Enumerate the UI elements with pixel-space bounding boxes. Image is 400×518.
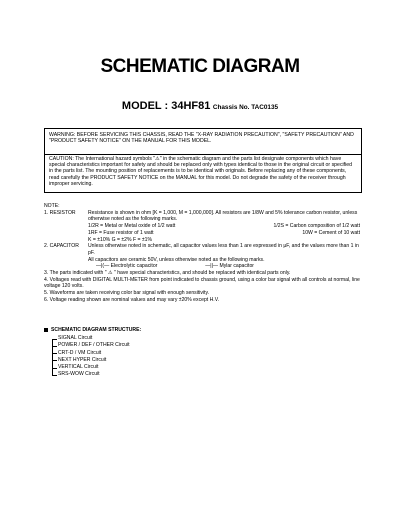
structure-item: POWER / DEF / OTHER Circuit <box>52 342 130 349</box>
structure-item: SIGNAL Circuit <box>52 335 130 342</box>
capacitor-marks <box>44 263 364 270</box>
capacitor-text-2: All capacitors are ceramic 50V, unless otherwise noted as the following marks. <box>88 256 265 263</box>
resistor-mark-left-1: 1/2R = Metal or Metal oxide of 1/2 watt <box>88 223 176 230</box>
structure-item: SRS-WOW Circuit <box>52 371 130 378</box>
structure-tree <box>52 335 130 379</box>
resistor-marks-2 <box>44 230 364 237</box>
resistor-marks-1 <box>44 223 364 230</box>
structure-item: CRT-D / VM Circuit <box>52 350 130 357</box>
structure-heading: SCHEMATIC DIAGRAM STRUCTURE: <box>44 327 141 333</box>
resistor-mark-right-1: 1/2S = Carbon composition of 1/2 watt <box>273 223 360 230</box>
square-bullet-icon <box>44 328 48 332</box>
resistor-text: Resistance is shown in ohm [K = 1,000, M = 1,000,000]. All resistors are 1/8W and 5% tolerance carbon resistor, unless otherwise noted as the following marks. <box>88 209 358 223</box>
resistor-label: 1. RESISTOR <box>44 209 76 216</box>
electrolytic-capacitor: —|(— Electrolytic capacitor <box>96 263 158 270</box>
structure-item: VERTICAL Circuit <box>52 364 130 371</box>
resistor-tolerance: K = ±10% G = ±2% F = ±1% <box>88 236 153 243</box>
model-label: MODEL : 34HF81 <box>121 100 211 112</box>
capacitor-label: 2. CAPACITOR <box>44 243 79 250</box>
model-line <box>0 100 400 112</box>
notes-section <box>44 203 364 304</box>
note-resistor <box>44 210 364 223</box>
caution-box: CAUTION: The International hazard symbols "⚠" in the schematic diagram and the parts list designate components which have special characteristics important for safety and should be replaced only with types identical to those in the original circuit or specified in the parts list. The mounting position of replacements is to be identical with originals. Before replacing any of these components, read carefully the PRODUCT SAFETY NOTICE on the MANUAL for this model. Do not degrade the safety of the receiver through improper servicing. <box>44 153 362 193</box>
mylar-capacitor: —||— Mylar capacitor <box>205 263 254 270</box>
chassis-number: Chassis No. TAC0135 <box>212 104 279 111</box>
note-item-5: 5. Waveforms are taken receiving color bar signal with enough sensitivity. <box>44 290 210 297</box>
capacitor-text: Unless otherwise noted in schematic, all capacitor values less than 1 are expressed in μF, and the values more than 1 in pF. <box>88 243 359 256</box>
warning-box: WARNING: BEFORE SERVICING THIS CHASSIS, READ THE "X-RAY RADIATION PRECAUTION", "SAFETY PRECAUTION" AND "PRODUCT SAFETY NOTICE" ON THE MANUAL FOR THIS MODEL. <box>44 128 362 155</box>
note-item-6: 6. Voltage reading shown are nominal values and may vary ±20% except H.V. <box>44 296 220 303</box>
note-capacitor <box>44 243 364 256</box>
mylar-capacitor-icon: —||— <box>205 263 219 270</box>
page-title: SCHEMATIC DIAGRAM <box>100 56 300 77</box>
resistor-mark-left-2: 1RF = Fuse resistor of 1 watt <box>88 229 154 236</box>
note-item-4: 4. Voltages read with DIGITAL MULTI-METER from point indicated to chassis ground, using a color bar signal with all controls at normal, line voltage 120 volts. <box>44 276 360 290</box>
resistor-mark-right-2: 10W = Cement of 10 watt <box>302 229 360 236</box>
electrolytic-capacitor-icon: —|(— <box>96 263 110 270</box>
note-item-3: 3. The parts indicated with " ⚠ " have special characteristics, and should be replaced with identical parts only. <box>44 270 291 277</box>
notes-heading: NOTE: <box>44 203 60 209</box>
structure-item: NEXT HYPER Circuit <box>52 357 130 364</box>
